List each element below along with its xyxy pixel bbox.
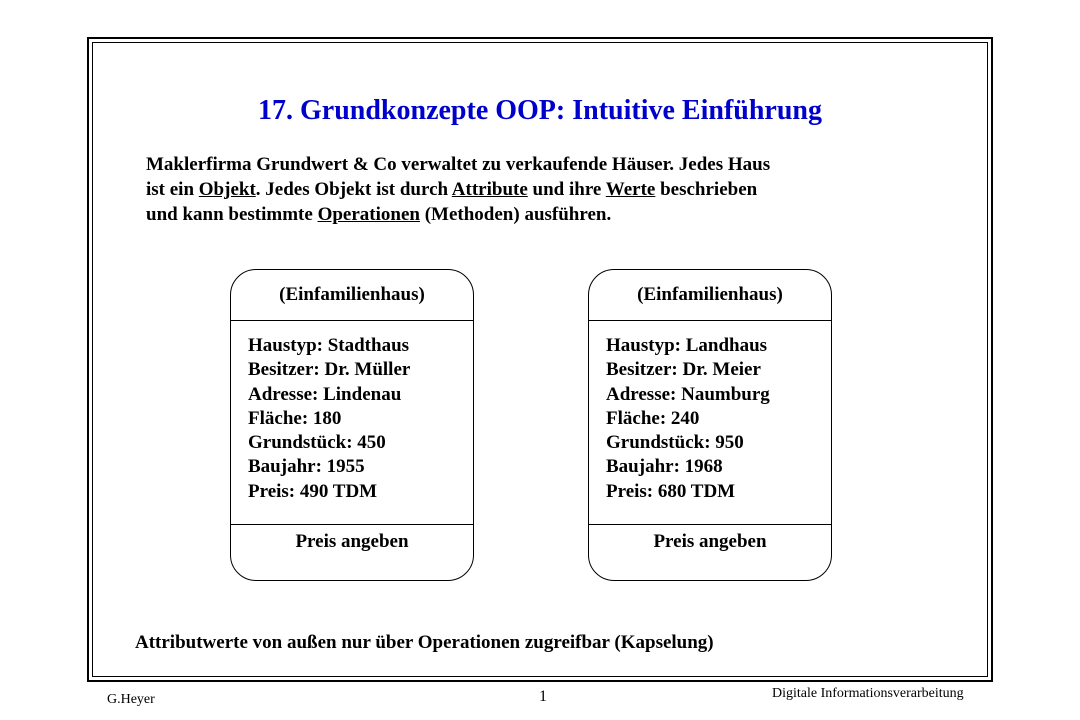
intro-text: und ihre: [527, 179, 606, 200]
card-divider: [231, 320, 473, 321]
term-operationen: Operationen: [317, 204, 420, 225]
attribute-adresse: Adresse: Lindenau: [248, 383, 402, 405]
attribute-adresse: Adresse: Naumburg: [606, 383, 770, 405]
attribute-baujahr: Baujahr: 1968: [606, 456, 723, 478]
intro-text: beschrieben: [655, 179, 758, 200]
card-divider: [589, 524, 831, 525]
attribute-grundstueck: Grundstück: 950: [606, 432, 744, 454]
intro-paragraph: [146, 152, 966, 227]
slide-frame-inner: [92, 42, 988, 677]
attribute-besitzer: Besitzer: Dr. Müller: [248, 359, 411, 381]
attribute-flaeche: Fläche: 180: [248, 407, 342, 429]
attribute-besitzer: Besitzer: Dr. Meier: [606, 359, 761, 381]
intro-line-1: Maklerfirma Grundwert & Co verwaltet zu verkaufende Häuser. Jedes Haus: [146, 154, 771, 175]
intro-line-3: [146, 202, 966, 227]
object-card-landhaus: [588, 269, 832, 581]
object-card-stadthaus: [230, 269, 474, 581]
intro-text: (Methoden) ausführen.: [419, 204, 612, 225]
attribute-grundstueck: Grundstück: 450: [248, 432, 386, 454]
attribute-preis: Preis: 490 TDM: [248, 480, 378, 502]
attribute-haustyp: Haustyp: Landhaus: [606, 335, 768, 356]
object-attribute-list: [248, 334, 410, 504]
encapsulation-note: Attributwerte von außen nur über Operationen zugreifbar (Kapselung): [135, 632, 714, 653]
attribute-baujahr: Baujahr: 1955: [248, 456, 365, 478]
card-divider: [231, 524, 473, 525]
course-label: Digitale Informationsverarbeitung: [772, 686, 964, 701]
intro-text: . Jedes Objekt ist durch: [255, 179, 452, 200]
object-attribute-list: [606, 334, 770, 504]
page-number: 1: [539, 688, 547, 705]
author-label: G.Heyer: [107, 692, 155, 707]
object-class-label: (Einfamilienhaus): [279, 284, 425, 305]
attribute-preis: Preis: 680 TDM: [606, 480, 736, 502]
term-objekt: Objekt: [198, 179, 256, 200]
object-operation: Preis angeben: [295, 531, 409, 552]
term-attribute: Attribute: [451, 179, 528, 200]
object-operation: Preis angeben: [653, 531, 767, 552]
card-divider: [589, 320, 831, 321]
slide-title: 17. Grundkonzepte OOP: Intuitive Einführung: [258, 95, 822, 126]
intro-text: und kann bestimmte: [146, 204, 318, 225]
term-werte: Werte: [605, 179, 656, 200]
object-class-label: (Einfamilienhaus): [637, 284, 783, 305]
attribute-haustyp: Haustyp: Stadthaus: [248, 335, 410, 356]
attribute-flaeche: Fläche: 240: [606, 407, 700, 429]
intro-text: ist ein: [146, 179, 199, 200]
intro-line-2: [146, 177, 966, 202]
